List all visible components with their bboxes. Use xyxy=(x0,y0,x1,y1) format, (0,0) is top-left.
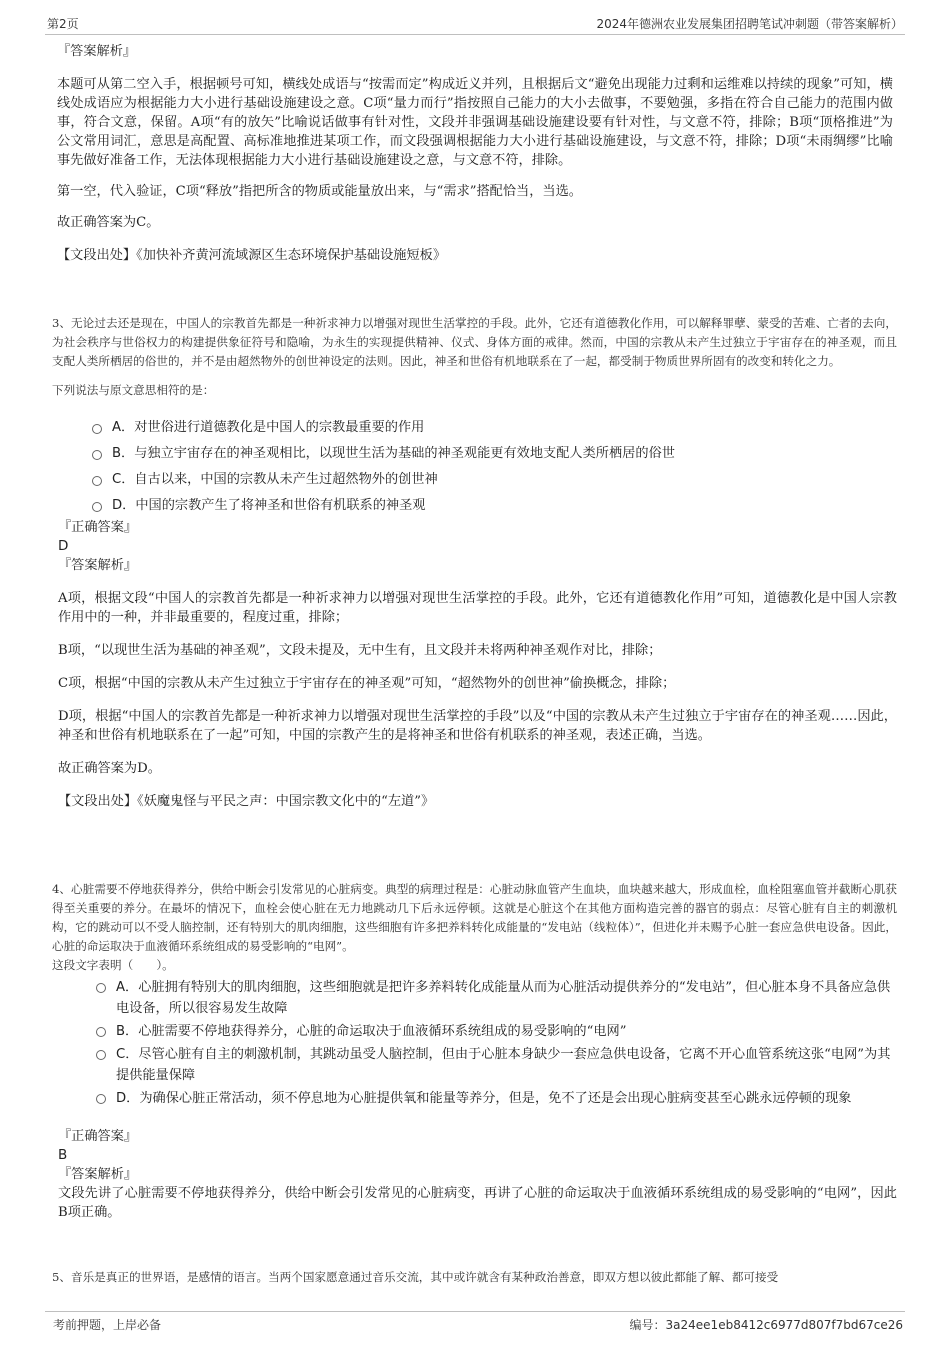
analysis-label: 『答案解析』 xyxy=(57,44,137,59)
radio-button[interactable] xyxy=(96,1050,106,1060)
radio-button[interactable] xyxy=(92,476,102,486)
page-footer xyxy=(45,1311,905,1336)
radio-button[interactable] xyxy=(96,1027,106,1037)
analysis-paragraph: B项，“以现世生活为基础的神圣观”，文段未提及，无中生有，且文段并未将两种神圣观作对比，排除； xyxy=(58,643,662,658)
analysis-paragraph: A项，根据文段“中国人的宗教首先都是一种祈求神力以增强对现世生活掌控的手段。此外，它还有道德教化作用”可知，道德教化是中国人宗教作用中的一种，并非最重要的，程度过重，排除； xyxy=(58,591,897,625)
analysis-label: 『答案解析』 xyxy=(58,558,138,573)
correct-answer: B xyxy=(58,1147,68,1163)
source-citation: 【文段出处】《加快补齐黄河流域源区生态环境保护基础设施短板》 xyxy=(57,248,447,263)
footer-slogan: 考前押题，上岸必备 xyxy=(53,1318,162,1332)
radio-button[interactable] xyxy=(96,983,106,993)
analysis-label: 『答案解析』 xyxy=(58,1167,138,1182)
code-label: 编号： xyxy=(629,1318,666,1332)
conclusion: 故正确答案为D。 xyxy=(58,761,161,776)
analysis-paragraph: 第一空，代入验证，C项“释放”指把所含的物质或能量放出来，与“需求”搭配恰当，当选。 xyxy=(57,184,582,199)
question-stem: 3、无论过去还是现在，中国人的宗教首先都是一种祈求神力以增强对现世生活掌控的手段。此外，它还有道德教化作用，可以解释罪孽、蒙受的苦难、亡者的去向，为社会秩序与世俗权力的构建提供象征符号和隐喻，为永生的实现提供精神、仪式、身体方面的戒律。然而，中国的宗教从未产生过独立于宇宙存在的神圣观，而且支配人类所栖居的俗世的，并不是由超然物外的创世神设定的法则。因此，神圣和世俗有机地联系在了一起，都受制于物质世界所固有的改变和转化之力。 xyxy=(52,316,897,368)
analysis-paragraph: 文段先讲了心脏需要不停地获得养分，供给中断会引发常见的心脏病变，再讲了心脏的命运取决于血液循环系统组成的易受影响的“电网”，因此B项正确。 xyxy=(58,1186,897,1220)
option-c[interactable]: C．自古以来，中国的宗教从未产生过超然物外的创世神 xyxy=(92,470,897,490)
page-header xyxy=(45,14,905,35)
option-a[interactable]: A．对世俗进行道德教化是中国人的宗教最重要的作用 xyxy=(92,418,897,438)
document-code xyxy=(630,1316,903,1333)
radio-button[interactable] xyxy=(96,1094,106,1104)
option-d[interactable]: D．中国的宗教产生了将神圣和世俗有机联系的神圣观 xyxy=(92,496,897,516)
question-stem: 5、音乐是真正的世界语，是感情的语言。当两个国家愿意通过音乐交流，其中或许就含有某种政治善意，即双方想以彼此都能了解、都可接受 xyxy=(52,1270,779,1284)
question-prompt: 这段文字表明（ ）。 xyxy=(52,958,174,972)
option-list xyxy=(92,418,897,516)
analysis-paragraph: D项，根据“中国人的宗教首先都是一种祈求神力以增强对现世生活掌控的手段”以及“中国的宗教从未产生过独立于宇宙存在的神圣观……因此，神圣和世俗有机地联系在了一起”可知，中国的宗教产生的是将神圣和世俗有机联系的神圣观，表述正确，当选。 xyxy=(58,709,897,743)
correct-answer-label: 『正确答案』 xyxy=(58,1129,138,1144)
option-a[interactable]: A．心脏拥有特别大的肌肉细胞，这些细胞就是把许多养料转化成能量从而为心脏活动提供养分的“发电站”，但心脏本身不具备应急供电设备，所以很容易发生故障 xyxy=(96,977,896,1019)
option-b[interactable]: B．与独立宇宙存在的神圣观相比，以现世生活为基础的神圣观能更有效地支配人类所栖居的俗世 xyxy=(92,444,897,464)
answer-block-q2 xyxy=(57,42,893,265)
code-value: 3a24ee1eb8412c6977d807f7bd67ce26 xyxy=(665,1318,903,1332)
conclusion: 故正确答案为C。 xyxy=(57,215,160,230)
correct-answer-label: 『正确答案』 xyxy=(58,520,138,535)
radio-button[interactable] xyxy=(92,502,102,512)
analysis-paragraph: 本题可从第二空入手，根据顿号可知，横线处成语与“按需而定”构成近义并列，且根据后文“避免出现能力过剩和运维难以持续的现象”可知，横线处成语应为根据能力大小进行基础设施建设之意。C项“量力而行”指按照自己能力的大小去做事，不要勉强，多指在符合自己能力的范围内做事，符合文意，保留。A项“有的放矢”比喻说话做事有针对性，文段并非强调基础设施建设要有针对性，与文意不符，排除；B项“顶格推进”为公文常用词汇，意思是高配置、高标准地推进某项工作，而文段强调根据能力大小进行基础设施建设，与文意不符，排除；D项“未雨绸缪”比喻事先做好准备工作，无法体现根据能力大小进行基础设施建设之意，与文意不符，排除。 xyxy=(57,77,893,168)
question-4 xyxy=(52,880,897,1222)
correct-answer: D xyxy=(58,538,69,554)
option-d[interactable]: D．为确保心脏正常活动，须不停息地为心脏提供氧和能量等养分，但是，免不了还是会出现心脏病变甚至心跳永远停顿的现象 xyxy=(96,1088,896,1109)
option-b[interactable]: B．心脏需要不停地获得养分，心脏的命运取决于血液循环系统组成的易受影响的“电网” xyxy=(96,1021,896,1042)
page-number: 第2页 xyxy=(47,17,79,31)
question-5 xyxy=(52,1268,897,1287)
question-stem: 4、心脏需要不停地获得养分，供给中断会引发常见的心脏病变。典型的病理过程是：心脏动脉血管产生血块，血块越来越大，形成血栓，血栓阻塞血管并截断心肌获得至关重要的养分。在最坏的情况下，血栓会使心脏在无力地跳动几下后永远停顿。这就是心脏这个在其他方面构造完善的器官的弱点：尽管心脏有自主的刺激机构，它的跳动可以不受人脑控制，还有特别大的肌肉细胞，这些细胞有许多把养料转化成能量的“发电站（线粒体）”，但进化并未赐予心脏一套应急供电设备。因此，心脏的命运取决于血液循环系统组成的易受影响的“电网”。 xyxy=(52,882,897,953)
radio-button[interactable] xyxy=(92,450,102,460)
option-list xyxy=(96,977,896,1109)
source-citation: 【文段出处】《妖魔鬼怪与平民之声：中国宗教文化中的“左道”》 xyxy=(58,794,435,809)
document-title: 2024年德洲农业发展集团招聘笔试冲刺题（带答案解析） xyxy=(596,17,903,31)
option-c[interactable]: C．尽管心脏有自主的刺激机制，其跳动虽受人脑控制，但由于心脏本身缺少一套应急供电设备，它离不开心血管系统这张“电网”为其提供能量保障 xyxy=(96,1044,896,1086)
radio-button[interactable] xyxy=(92,424,102,434)
analysis-paragraph: C项，根据“中国的宗教从未产生过独立于宇宙存在的神圣观”可知，“超然物外的创世神”偷换概念，排除； xyxy=(58,676,676,691)
question-3 xyxy=(52,314,897,811)
question-prompt: 下列说法与原文意思相符的是： xyxy=(52,383,215,397)
